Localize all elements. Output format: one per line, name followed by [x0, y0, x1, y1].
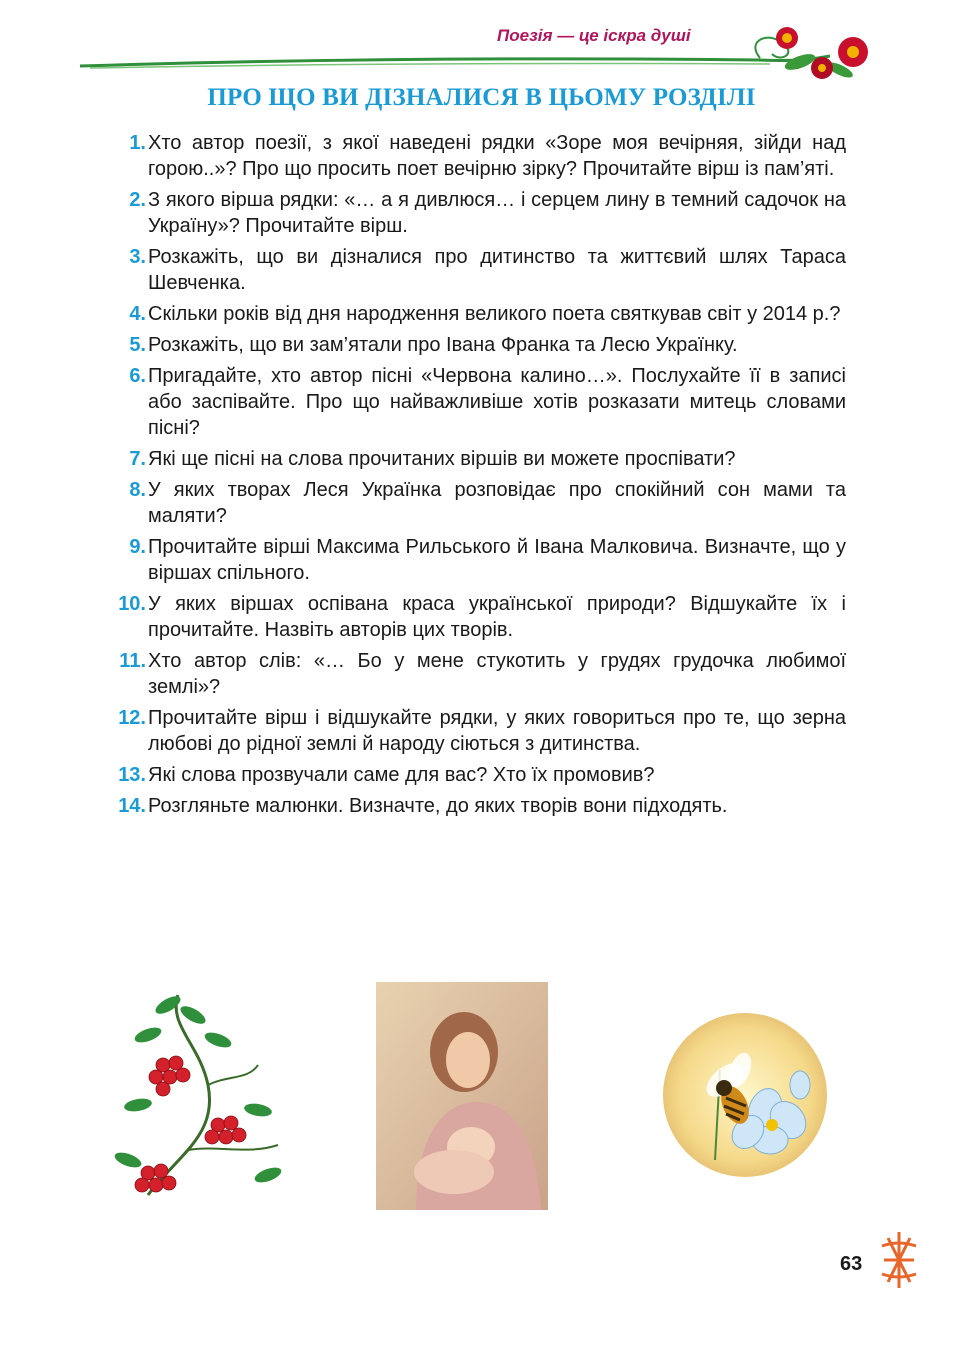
question-text: Які ще пісні на слова прочитаних віршів ви можете проспівати? — [148, 448, 736, 470]
kalyna-branch-illustration — [108, 985, 288, 1205]
question-item — [106, 301, 846, 327]
question-number: 13. — [118, 764, 146, 786]
question-text: Хто автор поезії, з якої наведені рядки «Зоре моя вечірняя, зійди над горою..»? Про що просить поет вечірню зірку? Прочитайте вірш із пам’яті. — [148, 132, 846, 180]
header-flower-1 — [776, 27, 798, 49]
header-decoration — [0, 0, 963, 90]
question-number: 11. — [119, 650, 146, 672]
question-item — [106, 648, 846, 700]
question-number: 14. — [118, 795, 146, 817]
question-item — [106, 446, 846, 472]
question-item — [106, 244, 846, 296]
question-number: 12. — [118, 707, 146, 729]
question-number: 1. — [129, 132, 146, 154]
question-item — [106, 477, 846, 529]
question-text: Розкажіть, що ви зам’ятали про Івана Франка та Лесю Українку. — [148, 334, 738, 356]
section-title: ПРО ЩО ВИ ДІЗНАЛИСЯ В ЦЬОМУ РОЗДІЛІ — [207, 84, 756, 111]
illustrations — [0, 975, 963, 1215]
question-number: 6. — [129, 365, 146, 387]
question-text: Пригадайте, хто автор пісні «Червона калино…». Послухайте її в записі або заспівайте. Про що найважливіше хотів розказати митець словами пісні? — [148, 365, 846, 439]
question-number: 8. — [129, 479, 146, 501]
running-title: Поезія — це іскра душі — [497, 26, 691, 45]
question-number: 7. — [129, 448, 146, 470]
question-item — [106, 591, 846, 643]
question-text: У яких віршах оспівана краса української природи? Відшукайте їх і прочитайте. Назвіть авторів цих творів. — [148, 593, 846, 641]
question-text: Які слова прозвучали саме для вас? Хто їх промовив? — [148, 764, 655, 786]
header-flower-3 — [811, 57, 833, 79]
question-number: 5. — [129, 334, 146, 356]
header-flower-2 — [838, 37, 868, 67]
question-item — [106, 187, 846, 239]
page-number: 63 — [840, 1253, 863, 1275]
bee-on-flower-illustration — [660, 1010, 830, 1180]
question-text: Хто автор слів: «… Бо у мене стукотить у грудях грудочка любимої землі»? — [148, 650, 846, 698]
question-item — [106, 332, 846, 358]
running-head — [0, 0, 963, 90]
question-number: 9. — [129, 536, 146, 558]
question-number: 10. — [118, 593, 146, 615]
question-item — [106, 762, 846, 788]
question-item — [106, 130, 846, 182]
question-text: Прочитайте вірші Максима Рильського й Івана Малковича. Визначте, що у віршах спільного. — [148, 536, 846, 584]
question-item — [106, 363, 846, 441]
question-text: Розгляньте малюнки. Визначте, до яких творів вони підходять. — [148, 795, 728, 817]
corner-ornament-icon — [874, 1228, 924, 1292]
question-item — [106, 793, 846, 819]
question-item — [106, 705, 846, 757]
question-number: 2. — [129, 189, 146, 211]
mother-and-child-illustration — [376, 982, 548, 1210]
question-number: 3. — [129, 246, 146, 268]
question-text: Скільки років від дня народження великого поета святкував світ у 2014 р.? — [148, 303, 841, 325]
question-text: Розкажіть, що ви дізналися про дитинство та життєвий шлях Тараса Шевченка. — [148, 246, 846, 294]
question-number: 4. — [129, 303, 146, 325]
question-item — [106, 534, 846, 586]
question-list — [106, 130, 846, 824]
question-text: У яких творах Леся Українка розповідає про спокійний сон мами та маляти? — [148, 479, 846, 527]
question-text: З якого вірша рядки: «… а я дивлюся… і серцем лину в темний садочок на Україну»? Прочитайте вірш. — [148, 189, 846, 237]
question-text: Прочитайте вірш і відшукайте рядки, у яких говориться про те, що зерна любові до рідної землі й народу сіються з дитинства. — [148, 707, 846, 755]
